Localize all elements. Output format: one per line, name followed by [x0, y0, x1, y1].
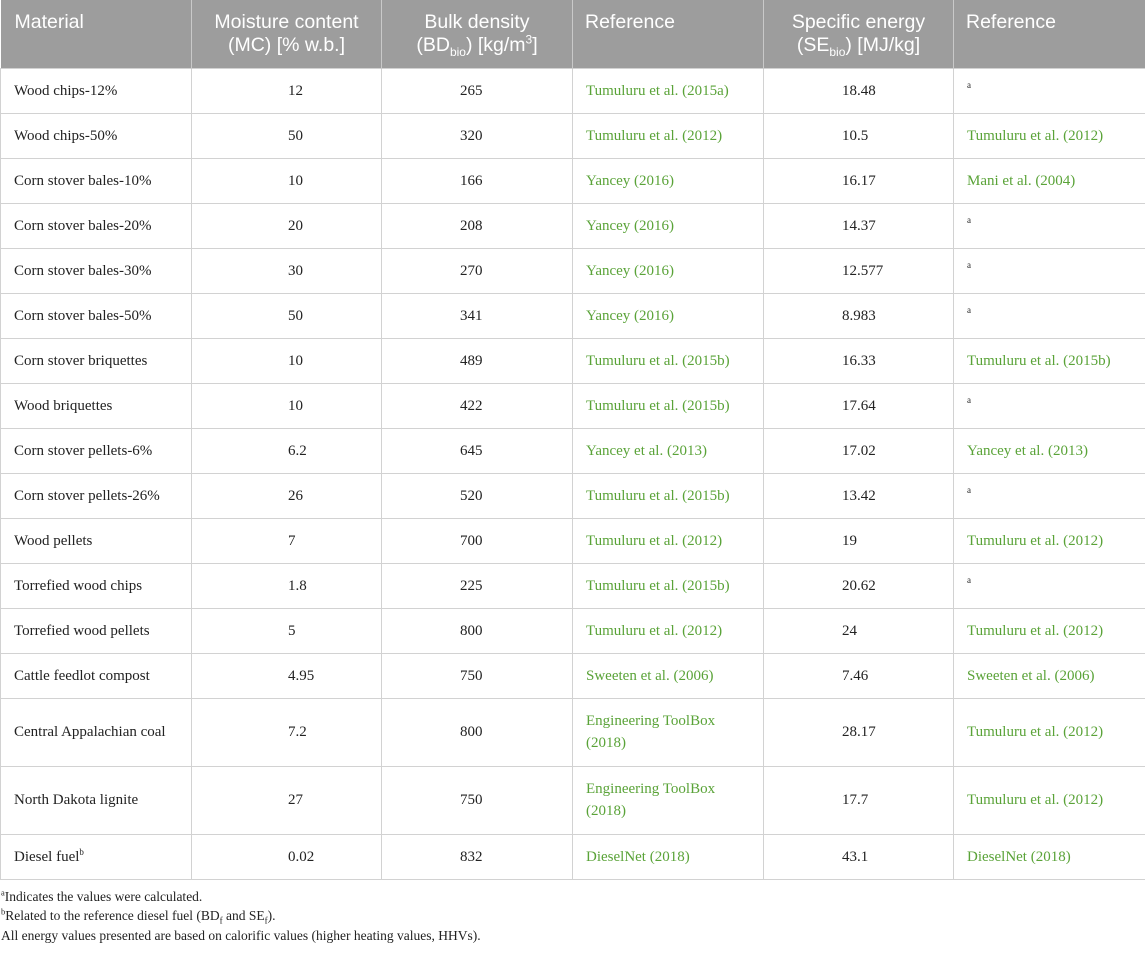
footnote-b: $^b$Related to the reference diesel fuel ($BD_f$ and $SE_f$). [1, 906, 276, 926]
cell-energy-reference [954, 473, 1145, 518]
footnote-marker: b [79, 846, 84, 857]
footnote-marker: a [967, 214, 971, 225]
cell-moisture-content: 0.02 [192, 834, 382, 879]
cell-reference-link[interactable]: Yancey (2016) [573, 248, 764, 293]
cell-reference-link[interactable]: Yancey (2016) [573, 203, 764, 248]
cell-energy-reference[interactable]: DieselNet (2018) [954, 834, 1145, 879]
footnote-marker: a [967, 79, 971, 90]
cell-bulk-density: 489 [382, 338, 573, 383]
cell-energy-reference[interactable]: Tumuluru et al. (2012) [954, 518, 1145, 563]
cell-energy-reference[interactable]: Tumuluru et al. (2015b) [954, 338, 1145, 383]
table-row [1, 834, 1145, 879]
cell-reference-link[interactable]: Tumuluru et al. (2015b) [573, 383, 764, 428]
cell-material: Torrefied wood pellets [1, 608, 192, 653]
cell-energy-reference [954, 203, 1145, 248]
cell-energy-reference[interactable]: Yancey et al. (2013) [954, 428, 1145, 473]
cell-moisture-content: 20 [192, 203, 382, 248]
cell-bulk-density: 832 [382, 834, 573, 879]
cell-moisture-content: 10 [192, 383, 382, 428]
cell-moisture-content: 7 [192, 518, 382, 563]
footnote-a: $^a$Indicates the values were calculated. [1, 887, 203, 904]
footnote-energy: All energy values presented are based on calorific values (higher heating values, HHVs). [1, 927, 481, 943]
cell-specific-energy: 19 [764, 518, 954, 563]
cell-moisture-content: 10 [192, 158, 382, 203]
cell-material: Wood pellets [1, 518, 192, 563]
cell-energy-reference[interactable]: Sweeten et al. (2006) [954, 653, 1145, 698]
table-row [1, 338, 1145, 383]
cell-reference-link[interactable]: Engineering ToolBox (2018) [573, 698, 764, 766]
cell-bulk-density: 320 [382, 113, 573, 158]
cell-moisture-content: 4.95 [192, 653, 382, 698]
footnote-marker: a [967, 259, 971, 270]
cell-energy-reference[interactable]: Tumuluru et al. (2012) [954, 113, 1145, 158]
footnote-marker: a [967, 394, 971, 405]
footnote-marker: a [967, 484, 971, 495]
cell-energy-reference [954, 248, 1145, 293]
header-specific-energy: Specific energy $(SE_{bio})$ [MJ/kg] [764, 0, 954, 68]
cell-moisture-content: 5 [192, 608, 382, 653]
cell-specific-energy: 20.62 [764, 563, 954, 608]
cell-moisture-content: 30 [192, 248, 382, 293]
cell-specific-energy: 13.42 [764, 473, 954, 518]
cell-specific-energy: 7.46 [764, 653, 954, 698]
table-row [1, 653, 1145, 698]
cell-reference-link[interactable]: Tumuluru et al. (2012) [573, 113, 764, 158]
cell-moisture-content: 26 [192, 473, 382, 518]
table-body [1, 68, 1145, 879]
header-reference-1: Reference [573, 0, 764, 68]
cell-energy-reference[interactable]: Mani et al. (2004) [954, 158, 1145, 203]
header-reference-2: Reference [954, 0, 1145, 68]
cell-material: Corn stover bales-30% [1, 248, 192, 293]
cell-moisture-content: 1.8 [192, 563, 382, 608]
table-row [1, 698, 1145, 766]
cell-reference-link[interactable]: Yancey (2016) [573, 293, 764, 338]
cell-material: Corn stover bales-50% [1, 293, 192, 338]
table-row [1, 428, 1145, 473]
cell-material: Cattle feedlot compost [1, 653, 192, 698]
cell-bulk-density: 166 [382, 158, 573, 203]
cell-reference-link[interactable]: Sweeten et al. (2006) [573, 653, 764, 698]
table-row [1, 158, 1145, 203]
header-row [1, 0, 1145, 68]
header-moisture-content: Moisture content (MC) [% w.b.] [192, 0, 382, 68]
cell-reference-link[interactable]: Yancey et al. (2013) [573, 428, 764, 473]
cell-moisture-content: 12 [192, 68, 382, 113]
cell-specific-energy: 16.17 [764, 158, 954, 203]
cell-reference-link[interactable]: Tumuluru et al. (2012) [573, 608, 764, 653]
cell-reference-link[interactable]: Tumuluru et al. (2015b) [573, 473, 764, 518]
table-row [1, 608, 1145, 653]
table-row [1, 68, 1145, 113]
cell-reference-link[interactable]: Tumuluru et al. (2015a) [573, 68, 764, 113]
cell-reference-link[interactable]: DieselNet (2018) [573, 834, 764, 879]
cell-material: Wood chips-50% [1, 113, 192, 158]
cell-material: Corn stover pellets-26% [1, 473, 192, 518]
cell-moisture-content: 27 [192, 766, 382, 834]
footnote-marker: a [967, 304, 971, 315]
table-row [1, 383, 1145, 428]
cell-specific-energy: 28.17 [764, 698, 954, 766]
cell-material: Corn stover pellets-6% [1, 428, 192, 473]
cell-specific-energy: 18.48 [764, 68, 954, 113]
cell-specific-energy: 14.37 [764, 203, 954, 248]
cell-material: Corn stover bales-10% [1, 158, 192, 203]
cell-bulk-density: 800 [382, 608, 573, 653]
cell-reference-link[interactable]: Engineering ToolBox (2018) [573, 766, 764, 834]
cell-bulk-density: 341 [382, 293, 573, 338]
footnotes [0, 880, 1145, 946]
cell-material: Wood chips-12% [1, 68, 192, 113]
cell-bulk-density: 270 [382, 248, 573, 293]
cell-moisture-content: 50 [192, 113, 382, 158]
cell-bulk-density: 800 [382, 698, 573, 766]
cell-bulk-density: 750 [382, 766, 573, 834]
table-header [1, 0, 1145, 68]
cell-reference-link[interactable]: Yancey (2016) [573, 158, 764, 203]
cell-material: Central Appalachian coal [1, 698, 192, 766]
cell-moisture-content: 10 [192, 338, 382, 383]
cell-bulk-density: 700 [382, 518, 573, 563]
cell-specific-energy: 43.1 [764, 834, 954, 879]
cell-bulk-density: 208 [382, 203, 573, 248]
table-row [1, 113, 1145, 158]
cell-specific-energy: 17.7 [764, 766, 954, 834]
table-row [1, 248, 1145, 293]
cell-reference-link[interactable]: Tumuluru et al. (2015b) [573, 338, 764, 383]
cell-specific-energy: 24 [764, 608, 954, 653]
cell-moisture-content: 6.2 [192, 428, 382, 473]
cell-material: Corn stover briquettes [1, 338, 192, 383]
cell-energy-reference[interactable]: Tumuluru et al. (2012) [954, 608, 1145, 653]
table-row [1, 203, 1145, 248]
cell-reference-link[interactable]: Tumuluru et al. (2012) [573, 518, 764, 563]
cell-specific-energy: 16.33 [764, 338, 954, 383]
cell-specific-energy: 12.577 [764, 248, 954, 293]
table-row [1, 563, 1145, 608]
cell-moisture-content: 50 [192, 293, 382, 338]
cell-energy-reference [954, 383, 1145, 428]
table-row [1, 518, 1145, 563]
cell-material: Torrefied wood chips [1, 563, 192, 608]
cell-specific-energy: 17.02 [764, 428, 954, 473]
cell-material: Diesel fuel$^b$ [1, 834, 192, 879]
table-row [1, 766, 1145, 834]
cell-material: Wood briquettes [1, 383, 192, 428]
cell-specific-energy: 17.64 [764, 383, 954, 428]
cell-energy-reference [954, 293, 1145, 338]
cell-material: Corn stover bales-20% [1, 203, 192, 248]
cell-moisture-content: 7.2 [192, 698, 382, 766]
cell-bulk-density: 520 [382, 473, 573, 518]
cell-bulk-density: 265 [382, 68, 573, 113]
cell-energy-reference[interactable]: Tumuluru et al. (2012) [954, 698, 1145, 766]
cell-bulk-density: 645 [382, 428, 573, 473]
cell-specific-energy: 10.5 [764, 113, 954, 158]
cell-energy-reference [954, 563, 1145, 608]
cell-bulk-density: 750 [382, 653, 573, 698]
header-bulk-density: Bulk density $(BD_{bio})$ $[kg/m^3]$ [382, 0, 573, 68]
cell-reference-link[interactable]: Tumuluru et al. (2015b) [573, 563, 764, 608]
cell-material: North Dakota lignite [1, 766, 192, 834]
footnote-marker: a [967, 574, 971, 585]
cell-specific-energy: 8.983 [764, 293, 954, 338]
header-material: Material [1, 0, 192, 68]
cell-energy-reference[interactable]: Tumuluru et al. (2012) [954, 766, 1145, 834]
cell-bulk-density: 225 [382, 563, 573, 608]
cell-energy-reference [954, 68, 1145, 113]
table-row [1, 293, 1145, 338]
cell-bulk-density: 422 [382, 383, 573, 428]
table-row [1, 473, 1145, 518]
